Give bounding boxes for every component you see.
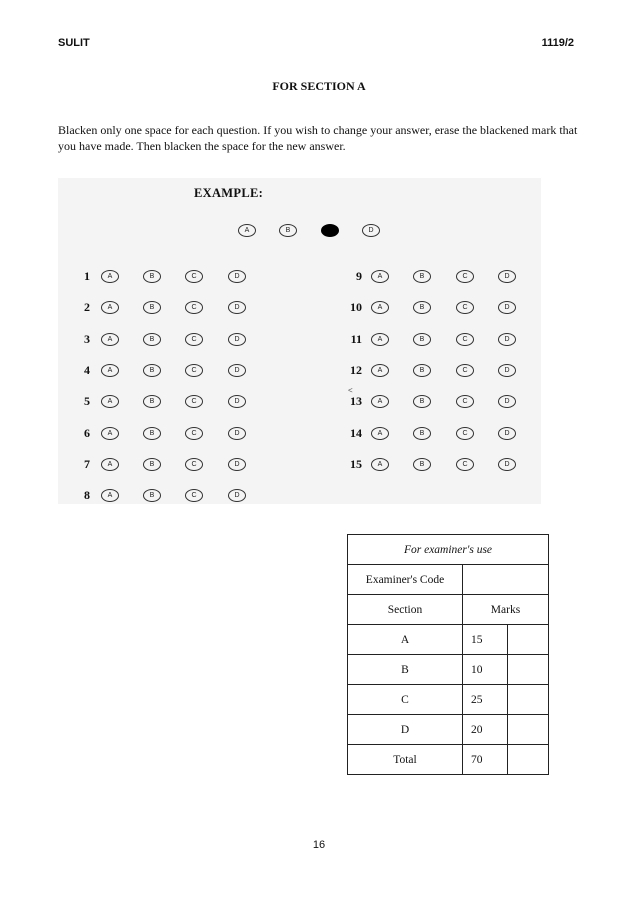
question-number: 11 [350, 331, 362, 346]
answer-bubble-7-a[interactable]: A [101, 458, 119, 471]
question-row-14 [58, 427, 541, 441]
question-number: 10 [350, 300, 362, 315]
answer-bubble-12-b[interactable]: B [413, 364, 431, 377]
page-number: 16 [312, 839, 326, 851]
awarded-marks-cell[interactable] [508, 715, 549, 745]
question-row-9 [58, 270, 541, 284]
awarded-marks-cell[interactable] [508, 625, 549, 655]
stray-mark: ˂ [348, 386, 353, 395]
marks-header: Marks [463, 595, 549, 625]
question-number: 6 [84, 425, 90, 440]
answer-bubble-14-d[interactable]: D [498, 427, 516, 440]
question-number: 2 [84, 300, 90, 315]
answer-bubble-4-d[interactable]: D [228, 364, 246, 377]
answer-bubble-5-c[interactable]: C [185, 395, 203, 408]
answer-bubble-1-b[interactable]: B [143, 270, 161, 283]
answer-bubble-13-b[interactable]: B [413, 395, 431, 408]
answer-bubble-8-b[interactable]: B [143, 489, 161, 502]
question-number: 5 [84, 394, 90, 409]
examiner-code-cell[interactable] [463, 565, 549, 595]
answer-bubble-15-b[interactable]: B [413, 458, 431, 471]
awarded-marks-cell[interactable] [508, 745, 549, 775]
example-row [58, 224, 541, 238]
answer-bubble-5-b[interactable]: B [143, 395, 161, 408]
question-row-13 [58, 395, 541, 409]
answer-bubble-9-d[interactable]: D [498, 270, 516, 283]
instructions: Blacken only one space for each question. If you wish to change your answer, erase the blackened mark that you have made. Then blacken the space for the new answer. [58, 123, 578, 153]
header-left: SULIT [58, 37, 90, 49]
answer-bubble-5-a[interactable]: A [101, 395, 119, 408]
answer-bubble-10-c[interactable]: C [456, 301, 474, 314]
answer-bubble-9-b[interactable]: B [413, 270, 431, 283]
answer-bubble-10-a[interactable]: A [371, 301, 389, 314]
answer-bubble-13-c[interactable]: C [456, 395, 474, 408]
question-row-12 [58, 364, 541, 378]
max-marks-cell: 15 [463, 625, 508, 655]
example-bubble-d: D [362, 224, 380, 237]
example-bubble-a: A [238, 224, 256, 237]
answer-bubble-8-a[interactable]: A [101, 489, 119, 502]
examiner-row [348, 625, 549, 655]
section-cell: D [348, 715, 463, 745]
question-row-11 [58, 333, 541, 347]
answer-bubble-3-d[interactable]: D [228, 333, 246, 346]
answer-bubble-6-c[interactable]: C [185, 427, 203, 440]
answer-bubble-12-c[interactable]: C [456, 364, 474, 377]
awarded-marks-cell[interactable] [508, 685, 549, 715]
answer-bubble-11-b[interactable]: B [413, 333, 431, 346]
question-number: 12 [350, 362, 362, 377]
answer-bubble-1-d[interactable]: D [228, 270, 246, 283]
answer-bubble-7-b[interactable]: B [143, 458, 161, 471]
answer-bubble-6-b[interactable]: B [143, 427, 161, 440]
examiner-caption: For examiner's use [348, 535, 549, 565]
answer-bubble-14-c[interactable]: C [456, 427, 474, 440]
answer-bubble-11-d[interactable]: D [498, 333, 516, 346]
answer-bubble-3-b[interactable]: B [143, 333, 161, 346]
question-number: 4 [84, 362, 90, 377]
answer-bubble-4-b[interactable]: B [143, 364, 161, 377]
answer-bubble-10-d[interactable]: D [498, 301, 516, 314]
section-cell: Total [348, 745, 463, 775]
section-header: Section [348, 595, 463, 625]
max-marks-cell: 20 [463, 715, 508, 745]
answer-bubble-2-c[interactable]: C [185, 301, 203, 314]
example-bubble-b: B [279, 224, 297, 237]
answer-bubble-3-a[interactable]: A [101, 333, 119, 346]
max-marks-cell: 25 [463, 685, 508, 715]
question-number: 1 [84, 269, 90, 283]
answer-bubble-1-c[interactable]: C [185, 270, 203, 283]
question-row-8 [58, 489, 541, 503]
answer-bubble-14-b[interactable]: B [413, 427, 431, 440]
question-number: 8 [84, 488, 90, 503]
examiner-row [348, 685, 549, 715]
examiner-table [347, 534, 549, 775]
answer-bubble-10-b[interactable]: B [413, 301, 431, 314]
question-row-15 [58, 458, 541, 472]
answer-bubble-1-a[interactable]: A [101, 270, 119, 283]
examiner-row [348, 655, 549, 685]
max-marks-cell: 70 [463, 745, 508, 775]
answer-bubble-13-a[interactable]: A [371, 395, 389, 408]
answer-bubble-8-c[interactable]: C [185, 489, 203, 502]
awarded-marks-cell[interactable] [508, 655, 549, 685]
answer-bubble-12-a[interactable]: A [371, 364, 389, 377]
question-number: 9 [356, 269, 362, 283]
header-right: 1119/2 [541, 37, 574, 49]
question-number: 3 [84, 331, 90, 346]
examiner-code-label: Examiner's Code [348, 565, 463, 595]
max-marks-cell: 10 [463, 655, 508, 685]
answer-bubble-7-c[interactable]: C [185, 458, 203, 471]
answer-bubble-13-d[interactable]: D [498, 395, 516, 408]
answer-bubble-4-a[interactable]: A [101, 364, 119, 377]
examiner-row [348, 745, 549, 775]
question-number: 13 [350, 394, 362, 409]
question-number: 7 [84, 456, 90, 471]
answer-bubble-15-d[interactable]: D [498, 458, 516, 471]
answer-bubble-12-d[interactable]: D [498, 364, 516, 377]
answer-bubble-15-c[interactable]: C [456, 458, 474, 471]
question-row-10 [58, 301, 541, 315]
section-cell: A [348, 625, 463, 655]
answer-bubble-14-a[interactable]: A [371, 427, 389, 440]
answer-bubble-15-a[interactable]: A [371, 458, 389, 471]
example-bubble-c [321, 224, 339, 237]
answer-bubble-3-c[interactable]: C [185, 333, 203, 346]
answer-bubble-6-a[interactable]: A [101, 427, 119, 440]
answer-sheet [58, 178, 541, 504]
answer-bubble-11-a[interactable]: A [371, 333, 389, 346]
answer-bubble-2-b[interactable]: B [143, 301, 161, 314]
answer-bubble-7-d[interactable]: D [228, 458, 246, 471]
answer-bubble-9-a[interactable]: A [371, 270, 389, 283]
answer-bubble-2-d[interactable]: D [228, 301, 246, 314]
answer-bubble-8-d[interactable]: D [228, 489, 246, 502]
section-cell: C [348, 685, 463, 715]
answer-bubble-11-c[interactable]: C [456, 333, 474, 346]
answer-bubble-5-d[interactable]: D [228, 395, 246, 408]
answer-bubble-2-a[interactable]: A [101, 301, 119, 314]
question-number: 15 [350, 456, 362, 471]
answer-bubble-4-c[interactable]: C [185, 364, 203, 377]
section-cell: B [348, 655, 463, 685]
examiner-row [348, 715, 549, 745]
section-title: FOR SECTION A [272, 79, 366, 93]
example-label: EXAMPLE: [194, 186, 264, 200]
question-number: 14 [350, 425, 362, 440]
answer-bubble-9-c[interactable]: C [456, 270, 474, 283]
answer-bubble-6-d[interactable]: D [228, 427, 246, 440]
